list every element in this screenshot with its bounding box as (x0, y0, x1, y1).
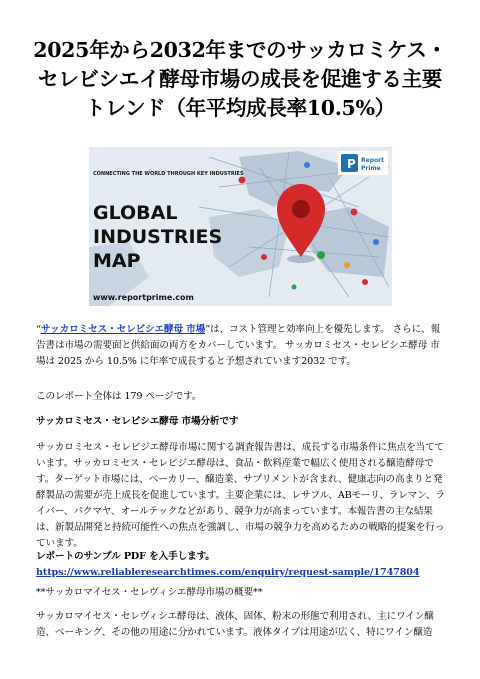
open-quote: “ (36, 324, 41, 335)
intro-paragraph (36, 322, 448, 370)
banner-headline-line3: MAP (93, 250, 141, 272)
banner-headline-line2: INDUSTRIES (93, 226, 223, 248)
overview-paragraph: サッカロマイセス・セレヴィシエ酵母は、液体、固体、粉末の形態で利用され、主にワイン醸造、ベーキング、その他の用途に分かれています。液体タイプは用途が広く、特にワイン醸造 (36, 611, 434, 638)
svg-text:P: P (347, 157, 356, 171)
sample-request-link[interactable]: https://www.reliableresearchtimes.com/enquiry/request-sample/1747804 (36, 567, 420, 578)
document-title: 2025年から2032年までのサッカロミケス・セレビシエイ酵母市場の成長を促進する主要トレンド（年平均成長率10.5%） (33, 38, 447, 120)
sample-request (36, 549, 448, 581)
market-report-link[interactable]: サッカロミセス・セレビシエ酵母 市場 (40, 324, 206, 335)
banner-image (89, 147, 392, 306)
analysis-paragraph: サッカロミセス・セレビジエ酵母市場に関する調査報告書は、成長する市場条件に焦点を当てています。サッカロミセス・セレビジエ酵母は、食品・飲料産業で幅広く使用される醸造酵母です。ターゲット市場には、ベーカリー、醸造業、サプリメントが含まれ、健康志向の高まりと発酵製品の需要が売上成長を促進しています。主要企業には、レサフル、ABモーリ、ラレマン、ライバー、パクマヤ、オールテックなどがあり、競争力が高まっています。本報告書の主な結果は、新製品開発と持続可能性への焦点を強調し、市場の競争力を高めるための戦略的提案を行っています。 (36, 442, 445, 549)
analysis-heading: サッカロミセス・セレビシエ酵母 市場分析です (36, 416, 239, 427)
logo-text-line1: Report (361, 157, 384, 164)
banner-headline-line1: GLOBAL (93, 202, 178, 224)
banner-url: www.reportprime.com (93, 293, 194, 302)
pages-note: このレポート全体は 179 ページです。 (36, 391, 202, 402)
sample-label: レポートのサンプル PDF を入手します。 (36, 551, 215, 562)
intro-text: ”は、コスト管理と効率向上を優先します。 さらに、報告書は市場の需要面と供給面の両方をカバーしています。 サッカロミセス・セレビシエ酵母 市場は 2025 から 10.5% に年率で成長すると予想されています2032 です。 (36, 324, 441, 367)
world-map-illustration (89, 147, 392, 306)
logo-text-line2: Prime (361, 165, 381, 172)
banner-tagline: CONNECTING THE WORLD THROUGH KEY INDUSTRIES (93, 171, 244, 177)
overview-heading: **サッカロマイセス・セレヴィシエ酵母市場の概要** (36, 587, 263, 598)
